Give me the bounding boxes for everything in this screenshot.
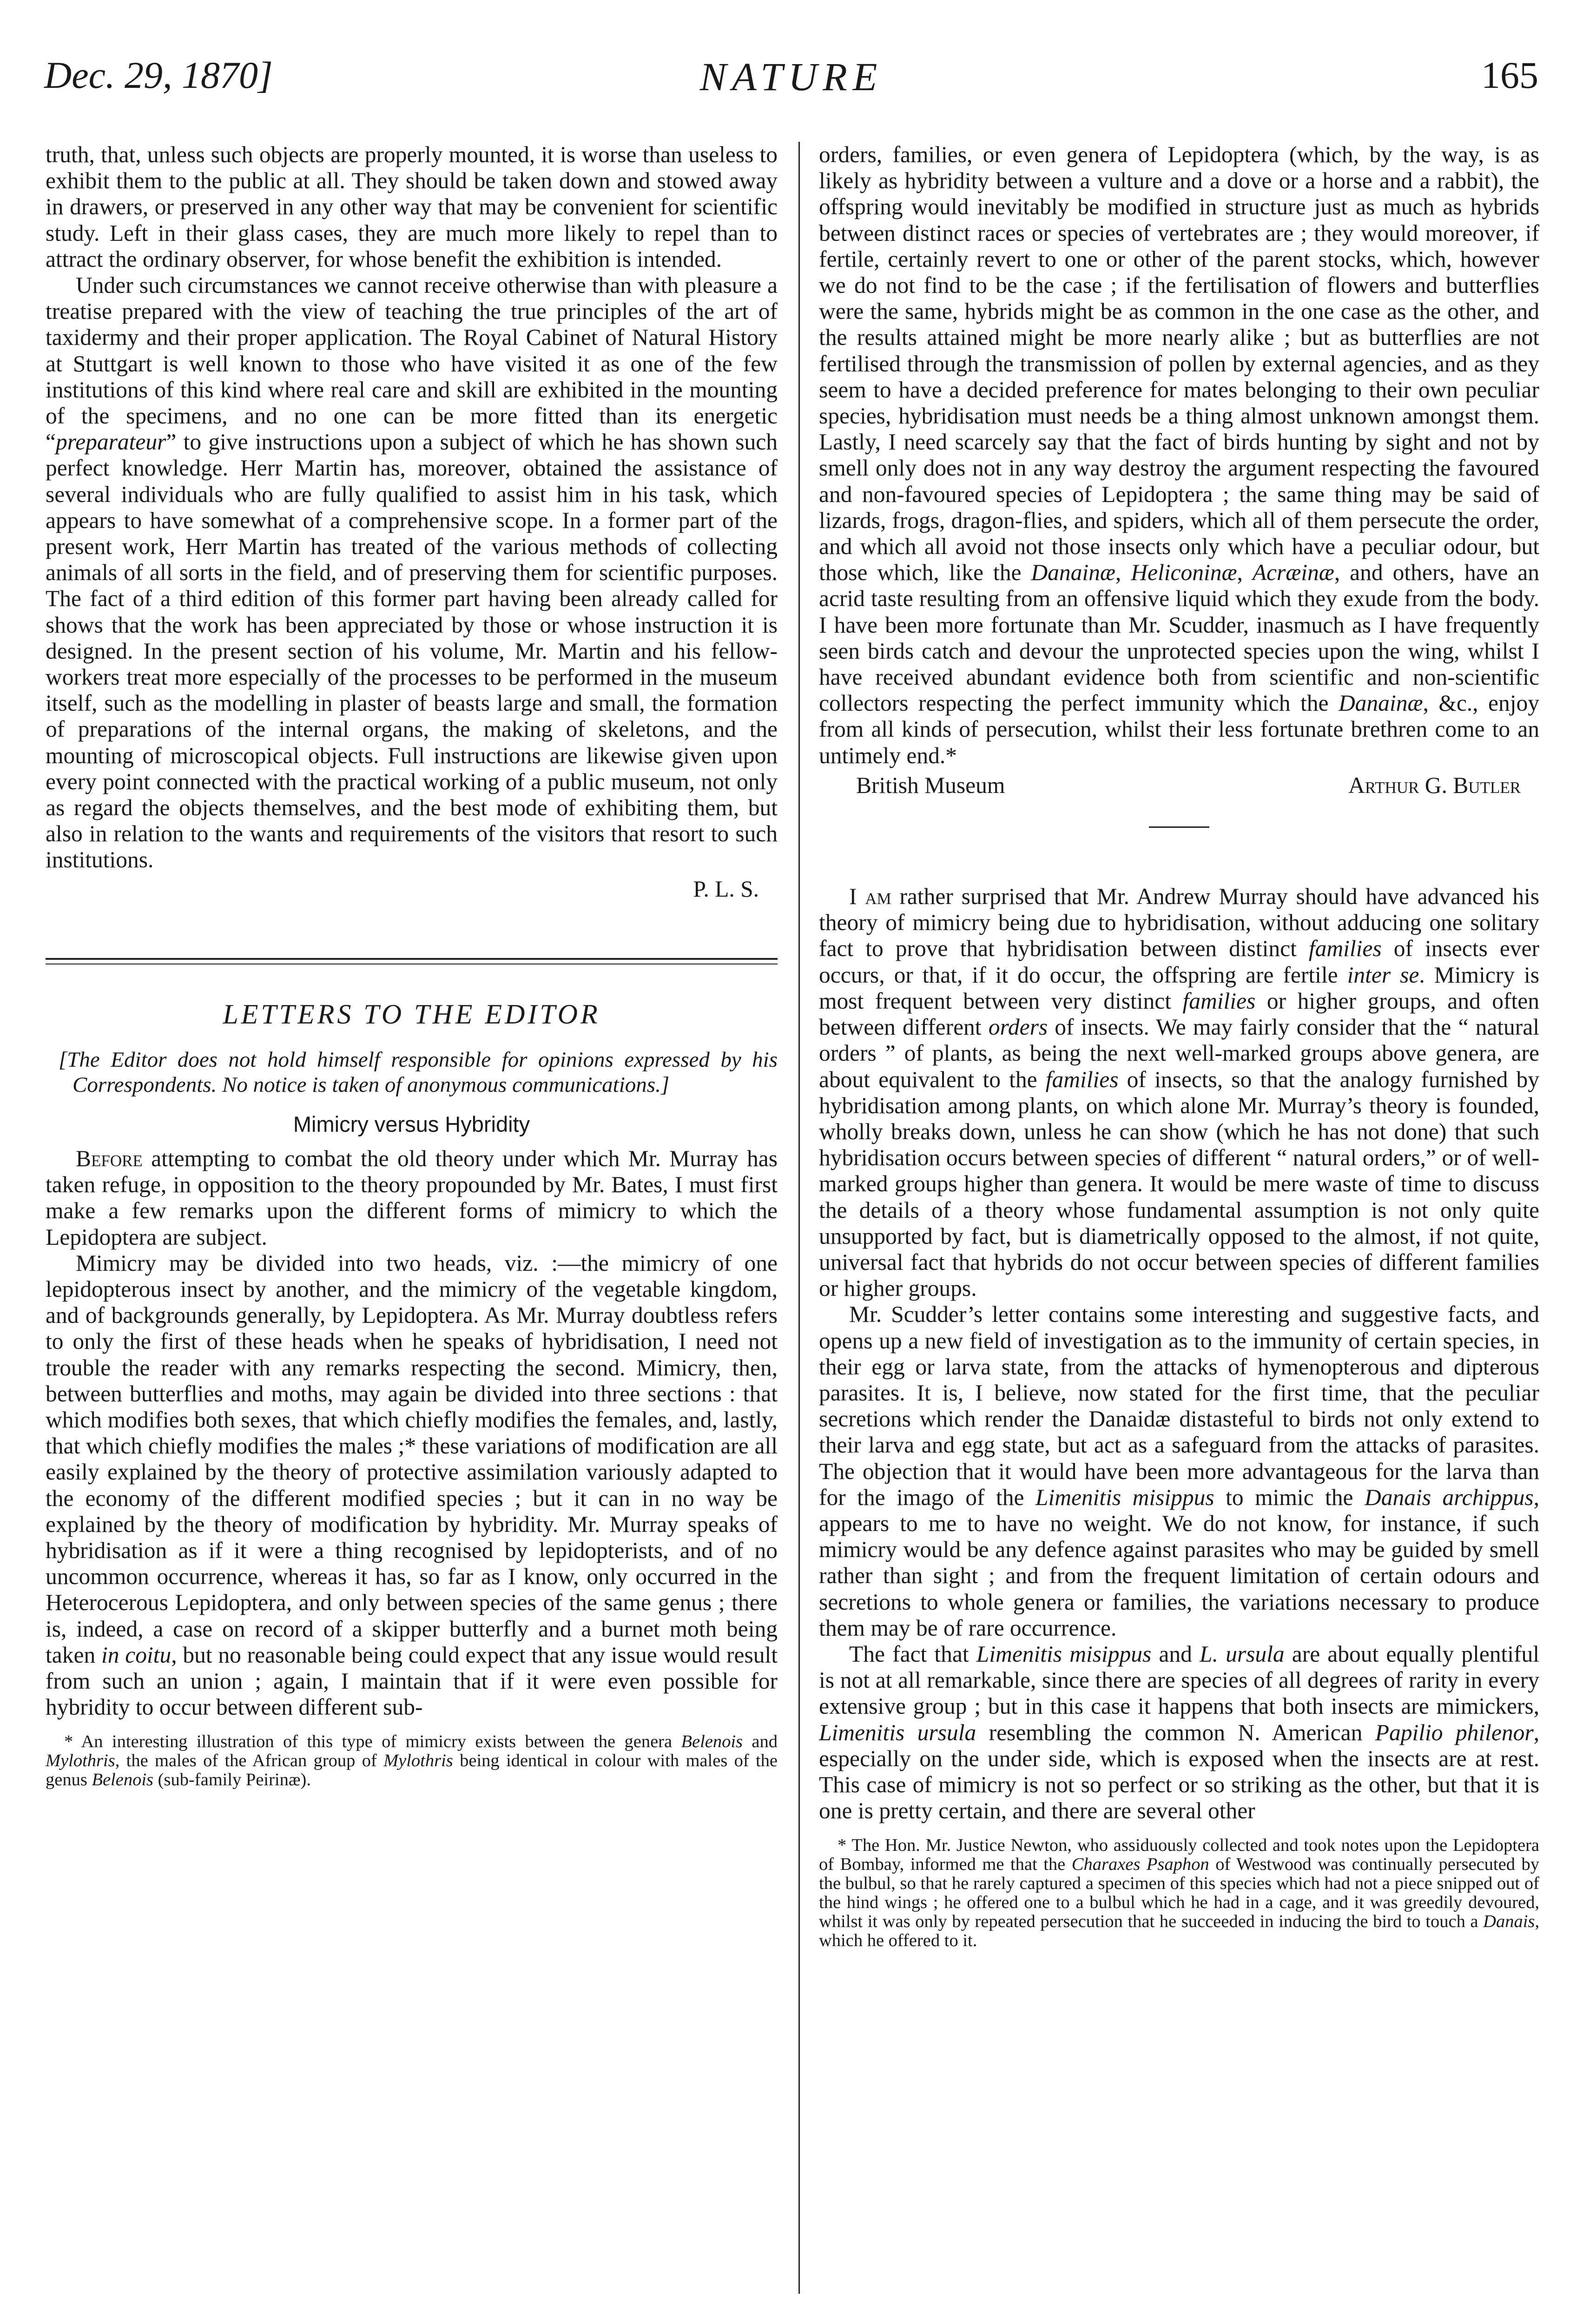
review-paragraph-2: Under such circumstances we cannot receive otherwise than with pleasure a treatise prepared with the view of teaching the true principles of the art of taxidermy and their proper application. The Royal Cabinet of Natural History at Stuttgart is well known to those who have visited it as one of the few institutions of this kind where real care and skill are exhibited in the mounting of the specimens, and no one can be more fitted than its energetic “preparateur” to give instructions upon a subject of which he has shown such perfect knowledge. Herr Martin has, moreover, obtained the assistance of several individuals who are fully qualified to assist him in his task, which appears to have somewhat of a comprehensive scope. In a former part of the present work, Herr Martin has treated of the various methods of collecting animals of all sorts in the field, and of preserving them for scientific purposes. The fact of a third edition of this former part having been already called for shows that the work has been appreciated by those or whose instruction it is designed. In the present section of his volume, Mr. Martin and his fellow-workers treat more especially of the processes to be performed in the museum itself, such as the modelling in plaster of beasts large and small, the formation of preparations of the internal organs, the making of skeletons, and the mounting of microscopical objects. Full instructions are likewise given upon every point connected with the practical working of a public museum, not only as regard the objects themselves, and the best mode of exhibiting them, but also in relation to the wants and requirements of the visitors that resort to such institutions. — [46, 272, 778, 873]
column-divider — [798, 142, 800, 2294]
section-title: LETTERS TO THE EDITOR — [223, 998, 600, 1030]
footnote-1: * An interesting illustration of this type of mimicry exists between the genera Belenois and Mylothris, the males of the African group of Mylothris being identical in colour with males of the genus Belenois (sub-family Peirinæ). — [46, 1732, 778, 1790]
letter-divider — [1149, 826, 1209, 828]
letter-2-paragraph-3: The fact that Limenitis misippus and L. ursula are about equally plentiful is not at all remarkable, since there are species of all degrees of rarity in every extensive group ; but in this case it happens that both insects are mimickers, Limenitis ursula resembling the common N. American Papilio philenor, especially on the under side, which is exposed when the insects are at rest. This case of mimicry is not so perfect or so striking as the other, but that it is one is pretty certain, and there are several other — [819, 1641, 1540, 1824]
letter-1-author: Arthur G. Butler — [1348, 772, 1521, 798]
review-signature: P. L. S. — [693, 876, 759, 902]
letter-title: Mimicry versus Hybridity — [293, 1111, 530, 1136]
letter-2-paragraph-1: I am rather surprised that Mr. Andrew Murray should have advanced his theory of mimicry being due to hybridisation, without adducing one solitary fact to prove that hybridisation between distinct families of insects ever occurs, or that, if it do occur, the offspring are fertile inter se. Mimicry is most frequent between very distinct families or higher groups, and often between different orders of insects. We may fairly consider that the “ natural orders ” of plants, as being the next well-marked groups above genera, are about equivalent to the families of insects, so that the analogy furnished by hybridisation among plants, on which alone Mr. Murray’s theory is founded, wholly breaks down, unless he can show (which he has not done) that such hybridisation occurs between species of different “ natural orders,” or of well-marked groups higher than genera. It would be mere waste of time to discuss the details of a theory whose fundamental assumption is not only quite unsupported by fact, but is diametrically opposed to the almost, if not quite, universal fact that hybrids do not occur between species of different families or higher groups. — [819, 884, 1539, 1301]
page-header — [44, 49, 1538, 119]
footnote-2: * The Hon. Mr. Justice Newton, who assiduously collected and took notes upon the Lepidoptera of Bombay, informed me that the Charaxes Psaphon of Westwood was continually persecuted by the bulbul, so that he rarely captured a specimen of this species which had not a piece snipped out of the hind wings ; he offered one to a bulbul which he had in a cage, and it was greedily devoured, whilst it was only by repeated persecution that he succeeded in inducing the bird to touch a Danais, which he offered to it. — [819, 1835, 1539, 1951]
letter-1-paragraph-1: Before attempting to combat the old theory under which Mr. Murray has taken refuge, in opposition to the theory propounded by Mr. Bates, I must first make a few remarks upon the different forms of mimicry to which the Lepidoptera are subject. — [46, 1145, 778, 1250]
letter-1-paragraph-2: Mimicry may be divided into two heads, viz. :—the mimicry of one lepidopterous insect by another, and the mimicry of the vegetable kingdom, and of backgrounds generally, by Lepidoptera. As Mr. Murray doubtless refers to only the first of these heads when he speaks of hybridisation, I need not trouble the reader with any remarks respecting the second. Mimicry, then, between butterflies and moths, may again be divided into three sections : that which modifies both sexes, that which chiefly modifies the females, and, lastly, that which chiefly modifies the males ;* these variations of modification are all easily explained by the theory of protective assimilation variously adapted to the economy of the different modified species ; but it can in no way be explained by the theory of modification by hybridity. Mr. Murray speaks of hybridisation as if it were a thing recognised by lepidopterists, and of no uncommon occurrence, whereas it has, so far as I know, only occurred in the Heterocerous Lepidoptera, and only between species of the same genus ; there is, indeed, a case on record of a skipper butterfly and a burnet moth being taken in coitu, but no reasonable being could expect that any issue would result from such an union ; again, I maintain that if it were even possible for hybridity to occur between different sub- — [46, 1250, 778, 1720]
issue-date: Dec. 29, 1870] — [44, 54, 273, 96]
journal-title: NATURE — [699, 54, 883, 99]
section-divider — [46, 958, 778, 964]
review-paragraph-1: truth, that, unless such objects are properly mounted, it is worse than useless to exhibit them to the public at all. They should be taken down and stowed away in drawers, or preserved in any other way that may be convenient for scientific study. Left in their glass cases, they are much more likely to repel than to attract the ordinary observer, for whose benefit the exhibition is intended. — [46, 142, 778, 272]
letter-2-paragraph-2: Mr. Scudder’s letter contains some interesting and suggestive facts, and opens up a new field of investigation as to the immunity of certain species, in their egg or larva state, from the attacks of hymenopterous and dipterous parasites. It is, I believe, now stated for the first time, that the peculiar secretions which render the Danaidæ distasteful to birds not only extend to their larva and egg state, but act as a safeguard from the attacks of parasites. The objection that it would have been more advantageous for the larva than for the imago of the Limenitis misippus to mimic the Danais archippus, appears to me to have no weight. We do not know, for instance, if such mimicry would be any defence against parasites who may be guided by smell rather than sight ; and from the frequent limitation of certain odours and secretions to whole genera or families, the variations necessary to produce them may be of rare occurrence. — [819, 1301, 1539, 1641]
page-number: 165 — [1481, 54, 1538, 96]
right-column — [819, 142, 1539, 1950]
left-column — [46, 142, 778, 1789]
letter-1-signature — [819, 772, 1539, 799]
editor-note: [The Editor does not hold himself responsible for opinions expressed by his Correspondents. No notice is taken of anonymous communications.] — [59, 1047, 778, 1097]
letter-1-continuation: orders, families, or even genera of Lepidoptera (which, by the way, is as likely as hybridity between a vulture and a dove or a horse and a rabbit), the offspring would inevitably be modified in structure just as much as hybrids between distinct races or species of vertebrates are ; they would moreover, if fertile, certainly revert to one or other of the parent stocks, which, however we do not find to be the case ; if the fertilisation of flowers and butterflies were the same, hybrids might be as common in the one case as the other, and the results attained might be more nearly alike ; but as butterflies are not fertilised through the transmission of pollen by external agencies, and as they seem to have a decided preference for mates belonging to their own peculiar species, hybridisation must needs be a thing almost unknown amongst them. Lastly, I need scarcely say that the fact of birds hunting by sight and not by smell only does not in any way destroy the argument respecting the favoured and non-favoured species of Lepidoptera ; the same thing may be said of lizards, frogs, dragon-flies, and spiders, which all of them persecute the order, and which all avoid not those insects only which have a peculiar odour, but those which, like the Danainæ, Heliconinæ, Acræinæ, and others, have an acrid taste resulting from an offensive liquid which they exude from the body. I have been more fortunate than Mr. Scudder, inasmuch as I have frequently seen birds catch and devour the unprotected species upon the wing, whilst I have received abundant evidence both from scientific and non-scientific collectors respecting the perfect immunity which the Danainæ, &c., enjoy from all kinds of persecution, whilst their less fortunate brethren come to an untimely end.* — [819, 142, 1540, 768]
letter-1-place: British Museum — [856, 772, 1005, 798]
